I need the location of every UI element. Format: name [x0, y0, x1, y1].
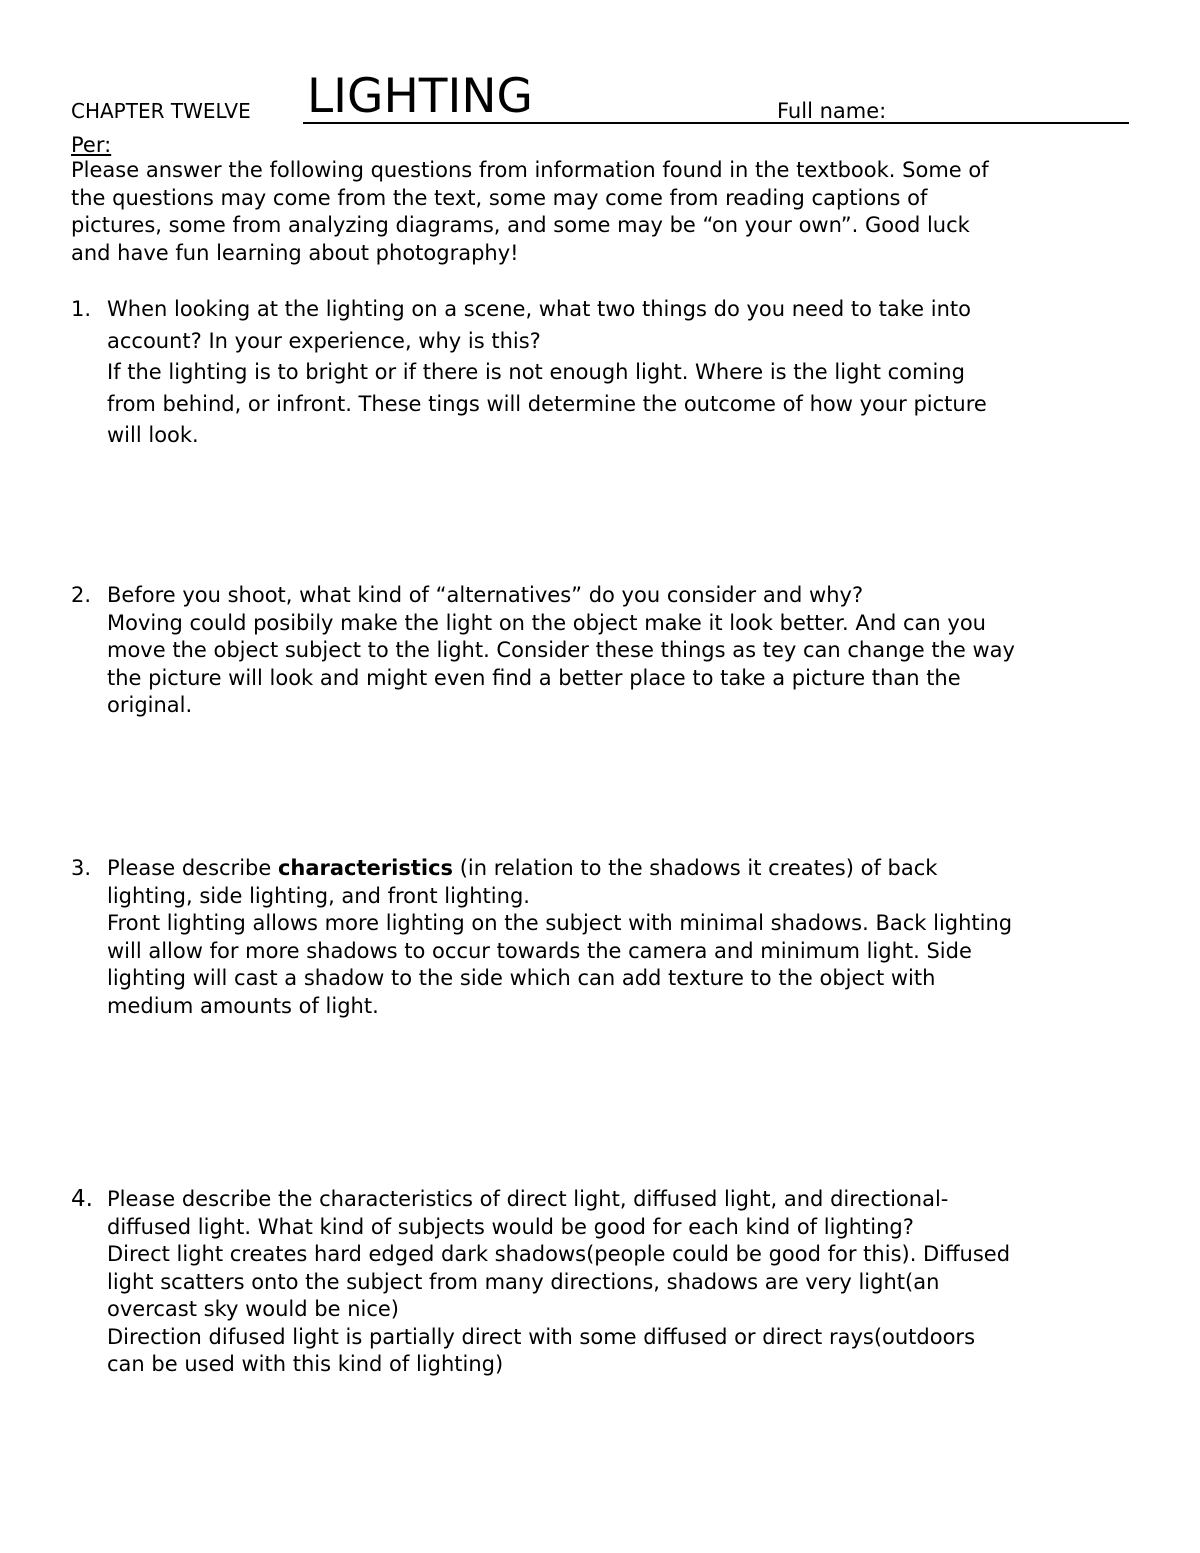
- question-number: 4.: [71, 1186, 93, 1212]
- answer-line: overcast sky would be nice): [107, 1297, 399, 1321]
- instructions-line: the questions may come from the text, some may come from reading captions of: [71, 185, 928, 210]
- worksheet-header: [71, 69, 1129, 126]
- answer-line: lighting will cast a shadow to the side which can add texture to the object with: [107, 966, 936, 990]
- instructions-line: pictures, some from analyzing diagrams, and some may be “on your own”. Good luck: [71, 213, 970, 237]
- question-line: lighting, side lighting, and front lighting.: [107, 883, 530, 908]
- bold-term: characteristics: [277, 856, 454, 880]
- instructions-line: and have fun learning about photography!: [71, 240, 519, 265]
- answer-line: will look.: [107, 423, 199, 447]
- question-4-text: [107, 1186, 1137, 1379]
- chapter-label: CHAPTER TWELVE: [71, 99, 251, 123]
- question-prefix: Please describe: [107, 856, 278, 880]
- answer-line: Direction difused light is partially direct with some diffused or direct rays(outdoors: [107, 1324, 976, 1349]
- answer-line: the picture will look and might even find a better place to take a picture than the: [107, 665, 961, 690]
- question-number: 3.: [71, 856, 92, 880]
- answer-line: move the object subject to the light. Consider these things as tey can change the way: [107, 638, 1015, 662]
- question-line: diffused light. What kind of subjects would be good for each kind of lighting?: [107, 1214, 914, 1239]
- answer-line: from behind, or infront. These tings will determine the outcome of how your picture: [107, 391, 987, 416]
- answer-line: Moving could posibily make the light on the object make it look better. And can you: [107, 610, 986, 635]
- full-name-label: Full name:: [777, 99, 887, 123]
- question-line: account? In your experience, why is this?: [107, 328, 541, 353]
- question-number: 2.: [71, 583, 92, 607]
- answer-line: can be used with this kind of lighting): [107, 1352, 504, 1376]
- question-line: Please describe the characteristics of direct light, diffused light, and directional-: [107, 1187, 949, 1211]
- answer-line: original.: [107, 693, 193, 717]
- question-suffix: (in relation to the shadows it creates) of back: [453, 856, 938, 880]
- answer-line: will allow for more shadows to occur towards the camera and minimum light. Side: [107, 938, 972, 963]
- question-1-text: [107, 294, 1137, 452]
- instructions-line: Please answer the following questions from information found in the textbook. Some of: [71, 158, 989, 182]
- answer-line: Direct light creates hard edged dark shadows(people could be good for this). Diffused: [107, 1242, 1011, 1266]
- answer-line: If the lighting is to bright or if there is not enough light. Where is the light coming: [107, 360, 965, 384]
- answer-line: Front lighting allows more lighting on the subject with minimal shadows. Back lighting: [107, 911, 1013, 935]
- instructions-paragraph: [71, 157, 1131, 267]
- answer-line: light scatters onto the subject from many directions, shadows are very light(an: [107, 1269, 940, 1294]
- question-3-text: [107, 855, 1137, 1020]
- page-title: LIGHTING: [307, 69, 533, 124]
- question-line: Before you shoot, what kind of “alternatives” do you consider and why?: [107, 583, 864, 607]
- title-underline: [303, 69, 1129, 124]
- question-number: 1.: [71, 297, 92, 321]
- question-line: [107, 855, 1137, 883]
- question-line: When looking at the lighting on a scene, what two things do you need to take into: [107, 297, 971, 321]
- answer-line: medium amounts of light.: [107, 993, 379, 1018]
- question-2-text: [107, 582, 1137, 720]
- period-label: Per:: [71, 133, 112, 157]
